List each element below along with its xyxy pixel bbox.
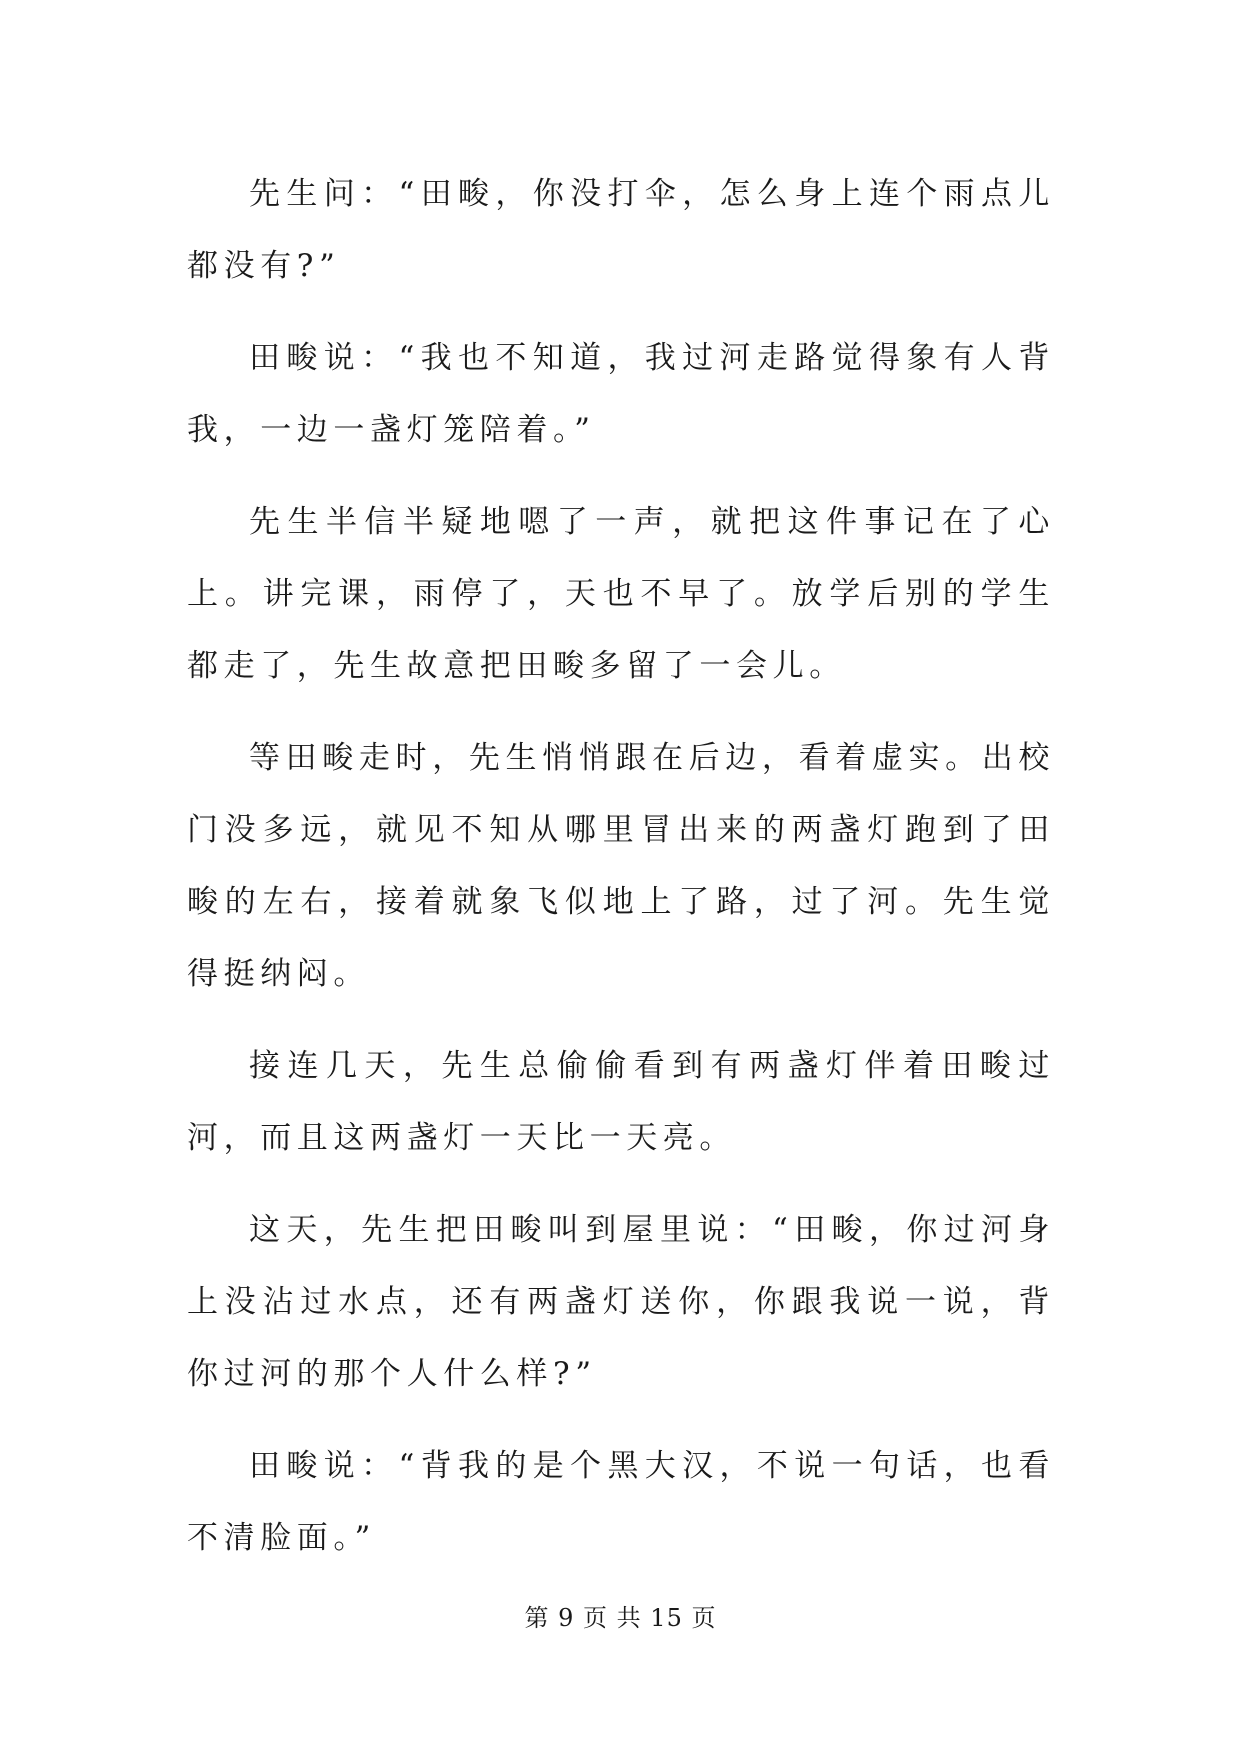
paragraph: 等田畯走时，先生悄悄跟在后边，看着虚实。出校门没多远，就见不知从哪里冒出来的两盏灯跑到了田畯的左右，接着就象飞似地上了路，过了河。先生觉得挺纳闷。 — [187, 740, 1055, 992]
paragraph: 先生半信半疑地嗯了一声，就把这件事记在了心上。讲完课，雨停了，天也不早了。放学后别的学生都走了，先生故意把田畯多留了一会儿。 — [187, 504, 1055, 684]
paragraph: 田畯说：“我也不知道，我过河走路觉得象有人背我，一边一盏灯笼陪着。” — [187, 340, 1055, 448]
paragraph: 这天，先生把田畯叫到屋里说：“田畯，你过河身上没沾过水点，还有两盏灯送你，你跟我说一说，背你过河的那个人什么样?” — [187, 1212, 1055, 1392]
document-body — [187, 158, 1055, 1594]
paragraph: 先生问：“田畯，你没打伞，怎么身上连个雨点儿都没有?” — [187, 176, 1055, 284]
paragraph: 田畯说：“背我的是个黑大汉，不说一句话，也看不清脸面。” — [187, 1448, 1055, 1556]
page-footer: 第 9 页 共 15 页 — [524, 1604, 717, 1632]
paragraph: 接连几天，先生总偷偷看到有两盏灯伴着田畯过河，而且这两盏灯一天比一天亮。 — [187, 1048, 1055, 1156]
